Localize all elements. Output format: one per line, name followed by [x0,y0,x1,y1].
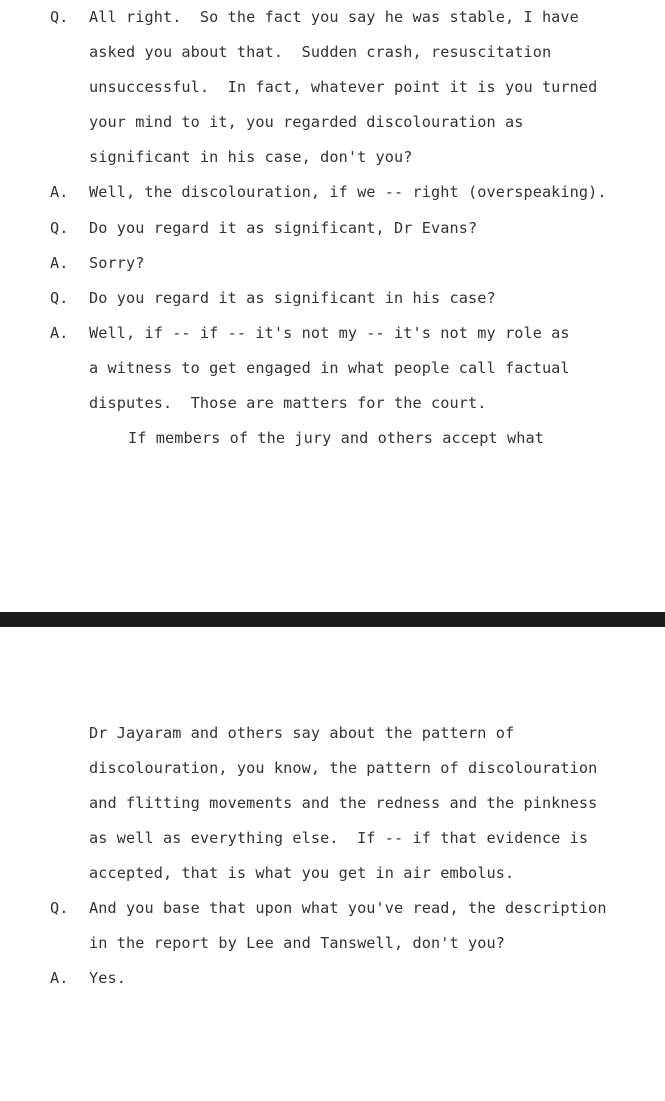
speaker-label: A. [50,183,69,201]
transcript-line [0,105,665,140]
line-text: unsuccessful. In fact, whatever point it is you turned [89,78,598,96]
transcript-line [0,751,665,786]
transcript-line [0,961,665,996]
transcript-line [0,70,665,105]
speaker-label: Q. [50,219,69,237]
speaker-label: A. [50,324,69,342]
transcript-line [0,926,665,961]
line-text: your mind to it, you regarded discolouration as [89,113,524,131]
line-text: Dr Jayaram and others say about the pattern of [89,724,515,742]
line-text: a witness to get engaged in what people call factual [89,359,570,377]
transcript-line [0,856,665,891]
transcript-line [0,351,665,386]
transcript-line [0,316,665,351]
transcript-line [0,891,665,926]
speaker-label: Q. [50,8,69,26]
transcript-line [0,140,665,175]
line-text: All right. So the fact you say he was stable, I have [89,8,579,26]
line-text: disputes. Those are matters for the court. [89,394,487,412]
transcript-line [0,0,665,35]
transcript-line [0,386,665,421]
transcript-line [0,281,665,316]
speaker-label: A. [50,254,69,272]
transcript-line [0,821,665,856]
transcript-line [0,246,665,281]
line-text: Yes. [89,969,126,987]
line-text: accepted, that is what you get in air embolus. [89,864,515,882]
transcript-line [0,421,665,456]
line-text: Sorry? [89,254,145,272]
line-text: And you base that upon what you've read, the description [89,899,607,917]
line-text: as well as everything else. If -- if that evidence is [89,829,589,847]
page-divider [0,612,665,627]
line-text: asked you about that. Sudden crash, resuscitation [89,43,552,61]
transcript-page-bottom [0,627,665,1000]
transcript-line [0,35,665,70]
line-text: discolouration, you know, the pattern of discolouration [89,759,598,777]
line-text: Well, the discolouration, if we -- right (overspeaking). [89,183,607,201]
speaker-label: Q. [50,289,69,307]
line-text: and flitting movements and the redness and the pinkness [89,794,598,812]
line-text: If members of the jury and others accept what [128,429,544,447]
transcript-line [0,211,665,246]
transcript-line [0,175,665,210]
line-text: Do you regard it as significant in his case? [89,289,496,307]
transcript-line [0,786,665,821]
transcript-line [0,716,665,751]
line-text: significant in his case, don't you? [89,148,413,166]
line-text: in the report by Lee and Tanswell, don't you? [89,934,505,952]
line-text: Do you regard it as significant, Dr Evans? [89,219,478,237]
speaker-label: Q. [50,899,69,917]
line-text: Well, if -- if -- it's not my -- it's not my role as [89,324,570,342]
speaker-label: A. [50,969,69,987]
